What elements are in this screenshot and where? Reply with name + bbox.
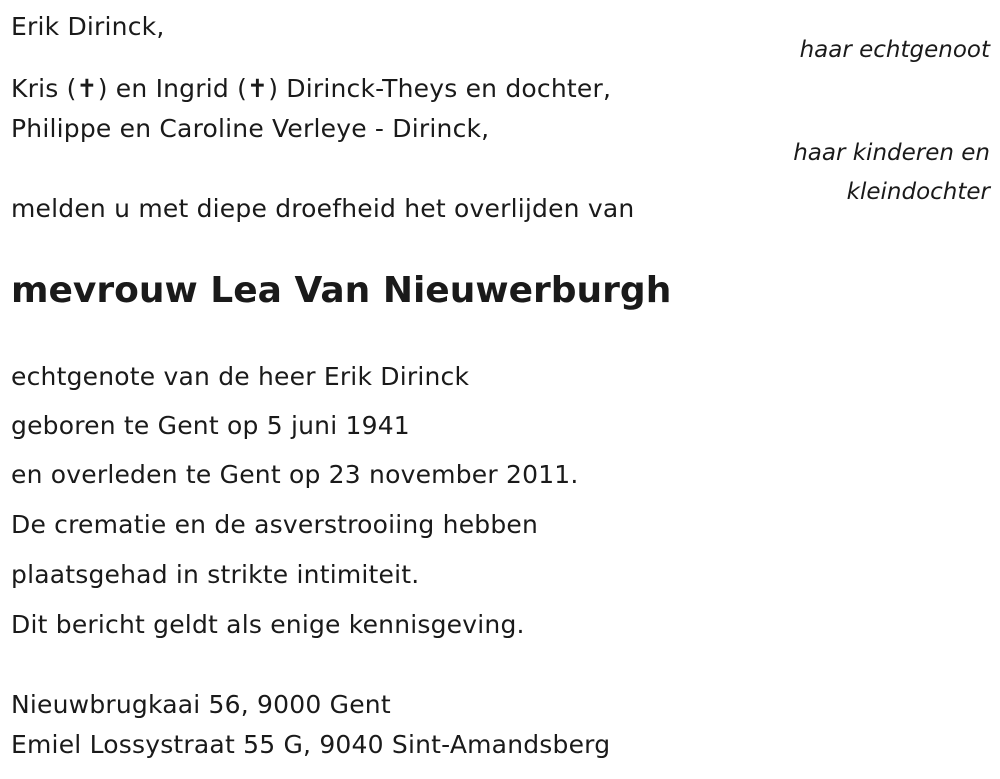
- detail-line: Dit bericht geldt als enige kennisgeving.: [11, 610, 525, 639]
- detail-line: en overleden te Gent op 23 november 2011.: [11, 460, 579, 489]
- family-line-grandchildren: Philippe en Caroline Verleye - Dirinck,: [11, 114, 490, 143]
- announcement-text: melden u met diepe droefheid het overlijden van: [11, 194, 635, 223]
- relation-spouse: haar echtgenoot: [799, 37, 990, 63]
- detail-line: De crematie en de asverstrooiing hebben: [11, 510, 539, 539]
- detail-line: plaatsgehad in strikte intimiteit.: [11, 560, 420, 589]
- deceased-name: mevrouw Lea Van Nieuwerburgh: [11, 270, 672, 311]
- address-line: Nieuwbrugkaai 56, 9000 Gent: [11, 690, 391, 719]
- family-line-children: Kris (✝) en Ingrid (✝) Dirinck-Theys en dochter,: [11, 74, 612, 103]
- relation-children-line2: kleindochter: [846, 179, 990, 205]
- detail-line: echtgenote van de heer Erik Dirinck: [11, 362, 470, 391]
- relation-children-line1: haar kinderen en: [793, 140, 990, 166]
- family-line-spouse: Erik Dirinck,: [11, 12, 165, 41]
- detail-line: geboren te Gent op 5 juni 1941: [11, 411, 410, 440]
- address-line: Emiel Lossystraat 55 G, 9040 Sint-Amandsberg: [11, 730, 611, 759]
